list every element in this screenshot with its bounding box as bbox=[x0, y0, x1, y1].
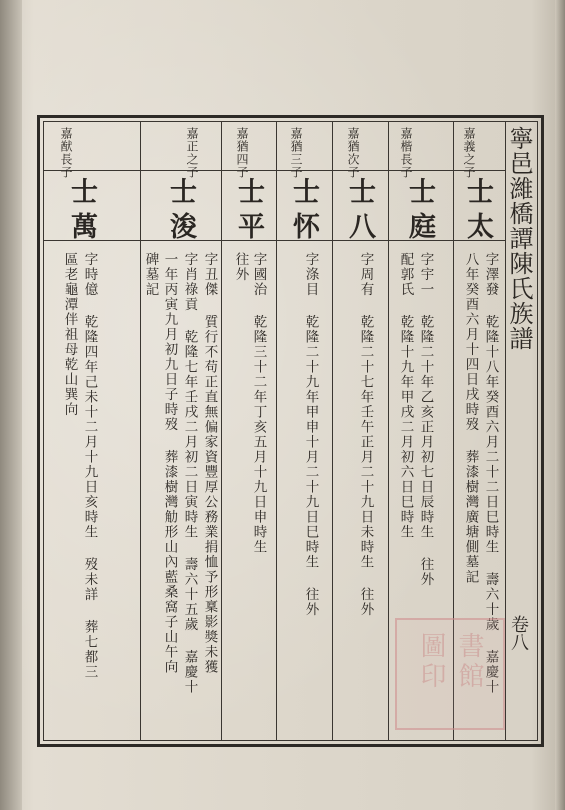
page-edge bbox=[555, 0, 565, 810]
row-rule bbox=[44, 240, 505, 241]
person-name: 士八 bbox=[344, 177, 375, 247]
column-rule bbox=[276, 122, 277, 740]
father-label: 嘉猷長子 bbox=[59, 127, 73, 179]
library-seal bbox=[395, 618, 505, 730]
seal-text: 圖印 bbox=[416, 632, 446, 692]
entry-line: 往外 bbox=[232, 252, 249, 282]
row-rule bbox=[44, 170, 505, 171]
entry-line: 字涤目 乾隆二十九年甲申十月二十九日巳時生 往外 bbox=[302, 252, 319, 617]
entry-line: 字宇一 乾隆二十年乙亥正月初七日辰時生 往外 bbox=[417, 252, 434, 587]
father-label: 嘉猶四子 bbox=[235, 127, 249, 179]
volume-label: 卷八 bbox=[508, 615, 529, 651]
entry-line: 字澤發 乾隆十八年癸酉六月二十二日巳時生 壽六十歲 嘉慶十 bbox=[482, 252, 499, 695]
entry-line: 區老龜潭伴祖母乾山巽向 bbox=[61, 252, 78, 417]
father-label: 嘉猶次子 bbox=[346, 127, 360, 179]
entry-line: 字國治 乾隆三十二年丁亥五月十九日申時生 bbox=[250, 252, 267, 555]
entry-line: 字時億 乾隆四年己未十二月十九日亥時生 歿未詳 葬七都三 bbox=[81, 252, 98, 680]
book-title: 寧邑濰橋譚陳氏族譜 bbox=[505, 126, 533, 351]
person-name: 士浚 bbox=[165, 177, 196, 247]
father-label: 嘉正之子 bbox=[185, 127, 199, 179]
person-name: 士萬 bbox=[66, 177, 97, 247]
father-label: 嘉楷長子 bbox=[399, 127, 413, 179]
person-name: 士怀 bbox=[288, 177, 319, 247]
entry-line: 字肖祿貢 乾隆七年壬戌二月初二日寅時生 壽六十五歲 嘉慶十 bbox=[181, 252, 198, 695]
column-rule bbox=[221, 122, 222, 740]
entry-line: 配郭氏 乾隆十九年甲戌二月初六日巳時生 bbox=[397, 252, 414, 540]
seal-text: 書館 bbox=[454, 632, 484, 692]
person-name: 士平 bbox=[233, 177, 264, 247]
column-rule bbox=[332, 122, 333, 740]
person-name: 士太 bbox=[462, 177, 493, 247]
entry-line: 字周有 乾隆二十七年壬午正月二十九日未時生 往外 bbox=[357, 252, 374, 617]
entry-line: 字丑傑 質行不苟正直無偏家資豐厚公務業捐恤予形稟影獎未獲 bbox=[201, 252, 218, 675]
father-label: 嘉義之子 bbox=[462, 127, 476, 179]
book-spine bbox=[0, 0, 22, 810]
column-rule bbox=[140, 122, 141, 740]
entry-line: 八年癸酉六月十四日戌時歿 葬漆樹灣廣塘側墓記 bbox=[462, 252, 479, 585]
entry-line: 碑墓記 bbox=[142, 252, 159, 297]
entry-line: 一年丙寅九月初九日子時歿 葬漆樹灣觔形山內藍桑窩子山午向 bbox=[161, 252, 178, 675]
column-rule bbox=[388, 122, 389, 740]
father-label: 嘉猶三子 bbox=[289, 127, 303, 179]
person-name: 士庭 bbox=[404, 177, 435, 247]
